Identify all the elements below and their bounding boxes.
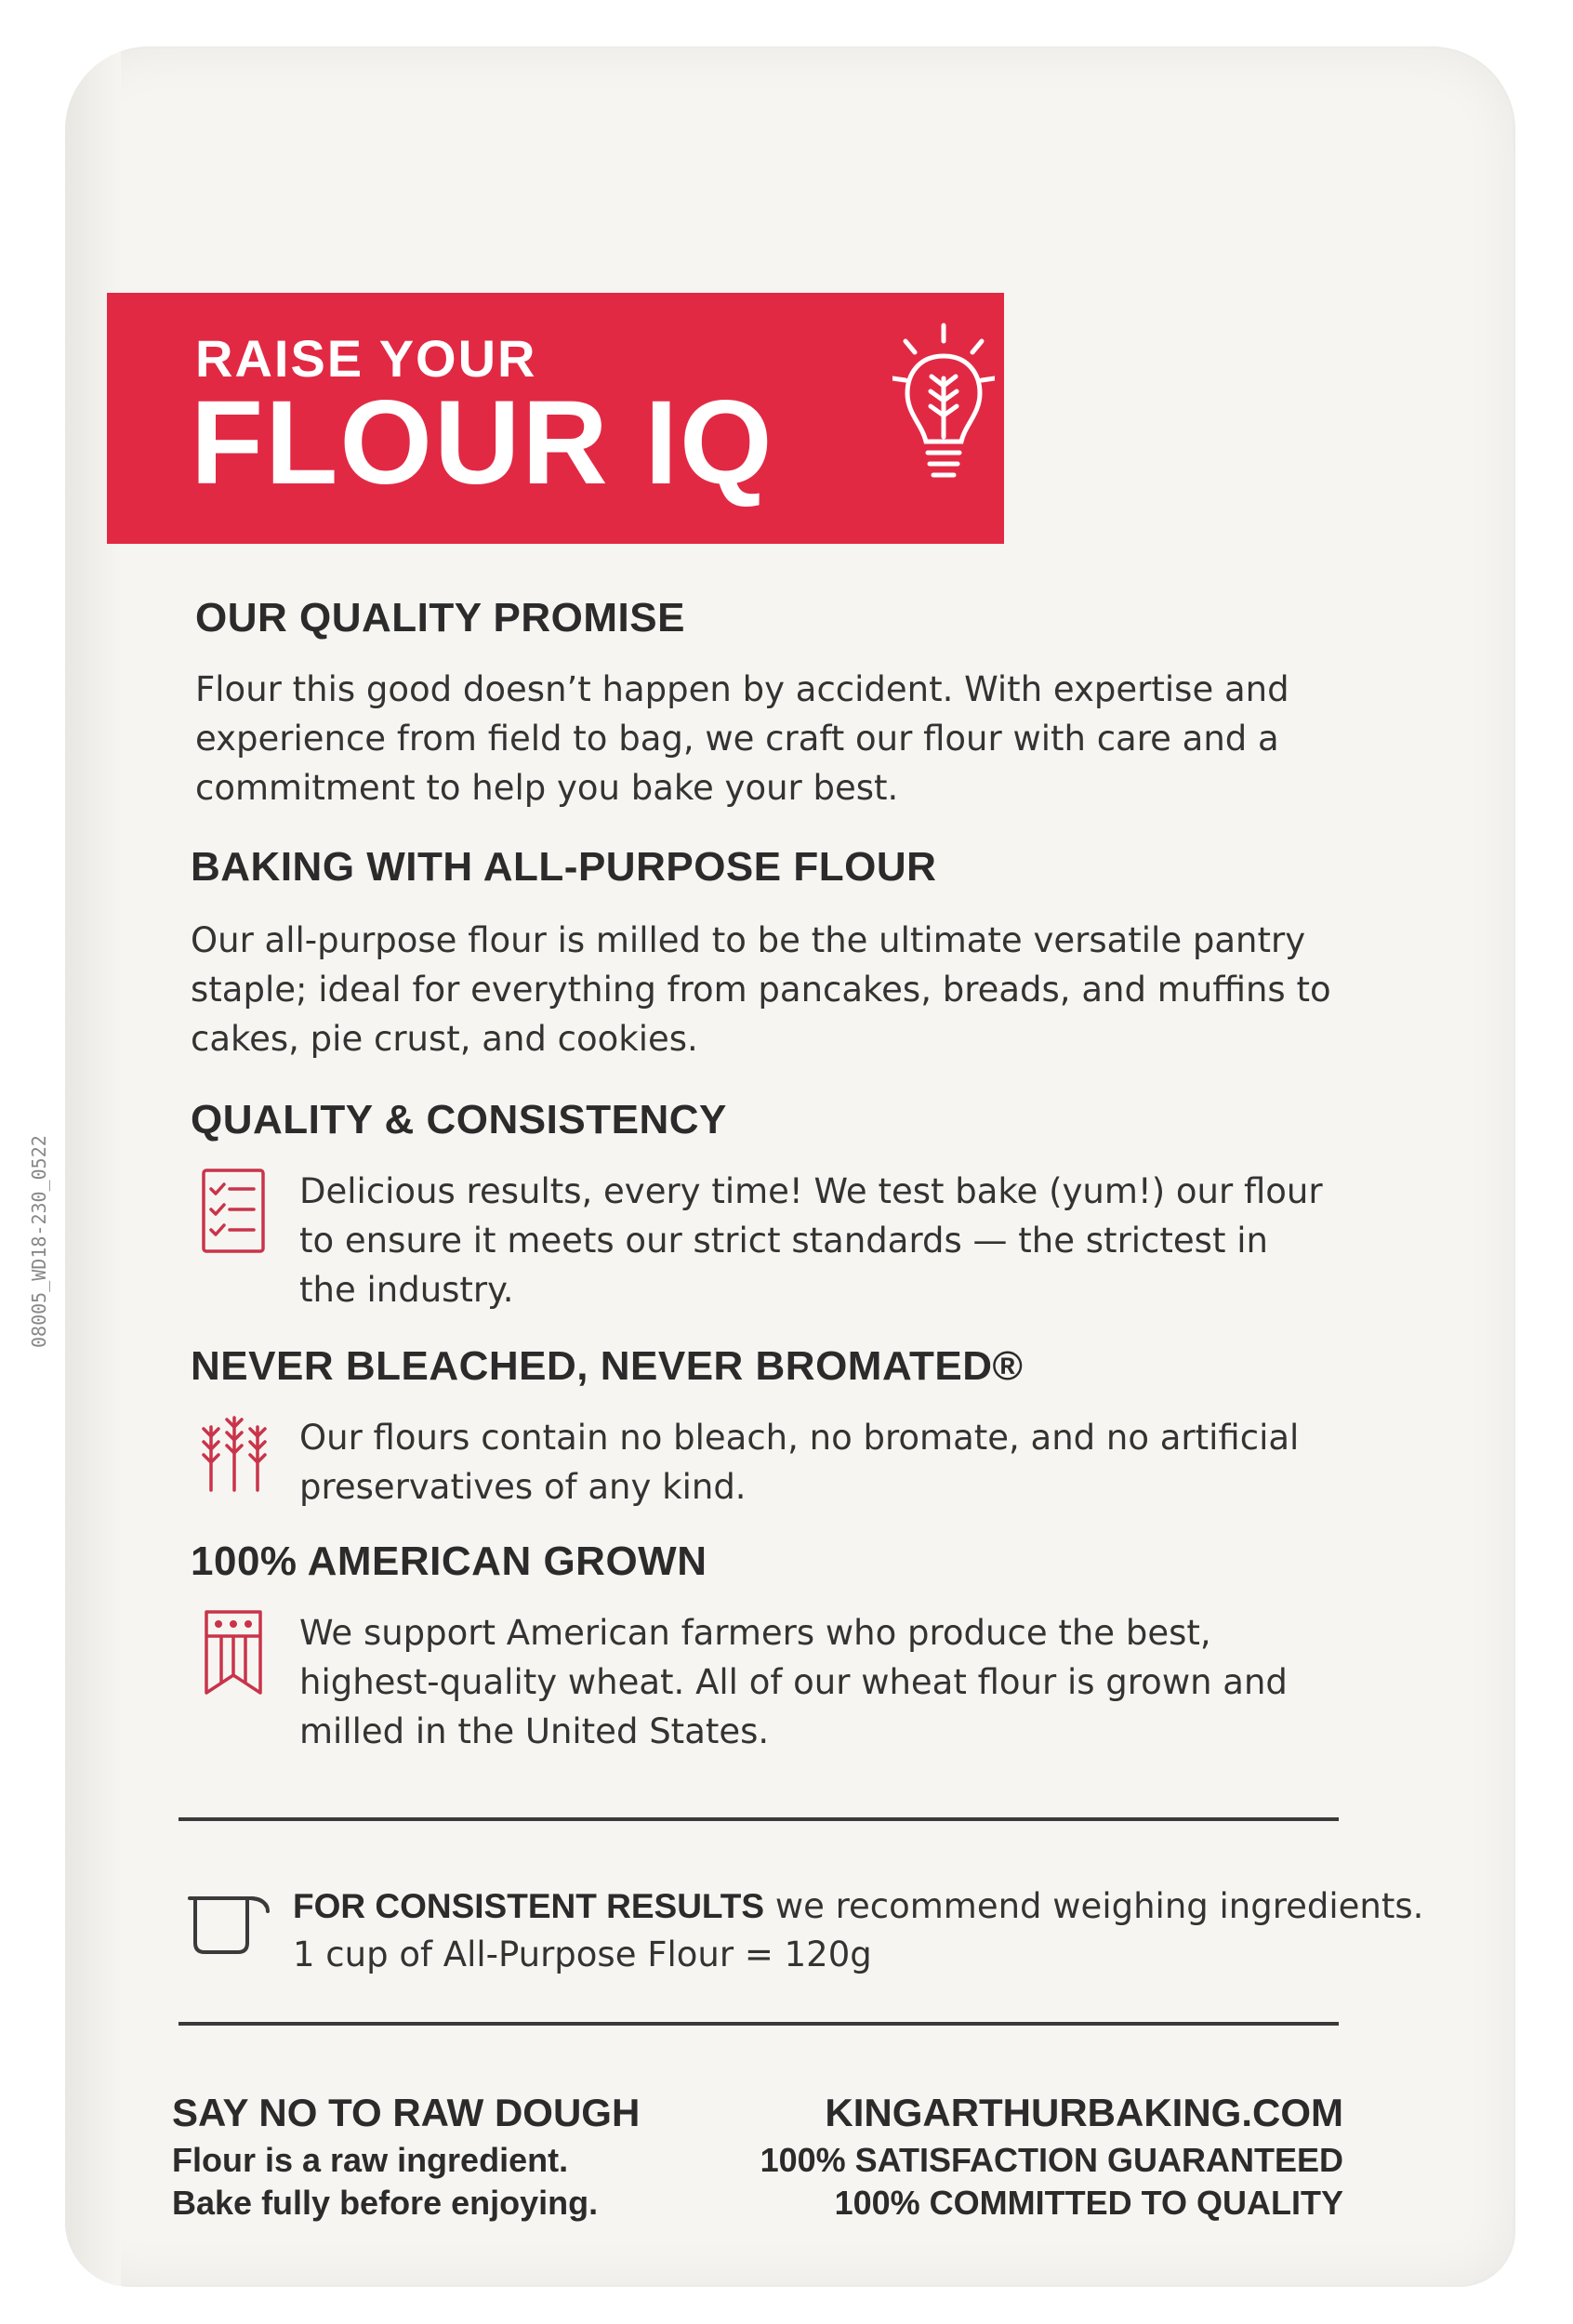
section-title-quality-promise: OUR QUALITY PROMISE bbox=[195, 595, 685, 640]
footer-brand: KINGARTHURBAKING.COM 100% SATISFACTION GUARANTEED 100% COMMITTED TO QUALITY bbox=[760, 2091, 1343, 2222]
banner-title: FLOUR IQ bbox=[191, 376, 774, 509]
section-text-all-purpose: Our all-purpose flour is milled to be the ultimate versatile pantry staple; ideal for everything from pancakes, breads, and muffins to cakes, pie crust, and cookies. bbox=[191, 920, 1331, 1059]
section-text-american-grown: We support American farmers who produce the best, highest-quality wheat. All of our wheat flour is grown and milled in the United States. bbox=[299, 1613, 1288, 1751]
section-title-american-grown: 100% AMERICAN GROWN bbox=[191, 1538, 707, 1584]
section-title-never-bleached: NEVER BLEACHED, NEVER BROMATED® bbox=[191, 1343, 1024, 1389]
weighing-tip: FOR CONSISTENT RESULTS we recommend weighing ingredients. 1 cup of All-Purpose Flour = 120g bbox=[293, 1886, 1424, 1974]
checklist-icon bbox=[200, 1167, 267, 1255]
measuring-cup-icon bbox=[186, 1889, 271, 1956]
section-text-quality-promise: Flour this good doesn’t happen by accident. With expertise and experience from field to bag, we craft our flour with care and a commitment to help you bake your best. bbox=[195, 669, 1289, 808]
section-text-never-bleached: Our flours contain no bleach, no bromate, and no artificial preservatives of any kind. bbox=[299, 1418, 1300, 1507]
divider-bottom bbox=[178, 2022, 1339, 2026]
divider-top bbox=[178, 1817, 1339, 1821]
side-code-strip: 08005_WD18-230_0522 bbox=[28, 1135, 50, 1348]
wheat-stalks-icon bbox=[197, 1408, 271, 1492]
section-text-consistency: Delicious results, every time! We test bake (yum!) our flour to ensure it meets our strict standards — the strictest in the industry. bbox=[299, 1171, 1323, 1310]
footer-raw-dough: SAY NO TO RAW DOUGH Flour is a raw ingredient. Bake fully before enjoying. bbox=[172, 2091, 641, 2222]
section-title-all-purpose: BAKING WITH ALL-PURPOSE FLOUR bbox=[191, 844, 937, 890]
section-title-consistency: QUALITY & CONSISTENCY bbox=[191, 1097, 727, 1142]
flag-banner-icon bbox=[203, 1608, 264, 1697]
banner-kicker: RAISE YOUR bbox=[195, 329, 537, 388]
